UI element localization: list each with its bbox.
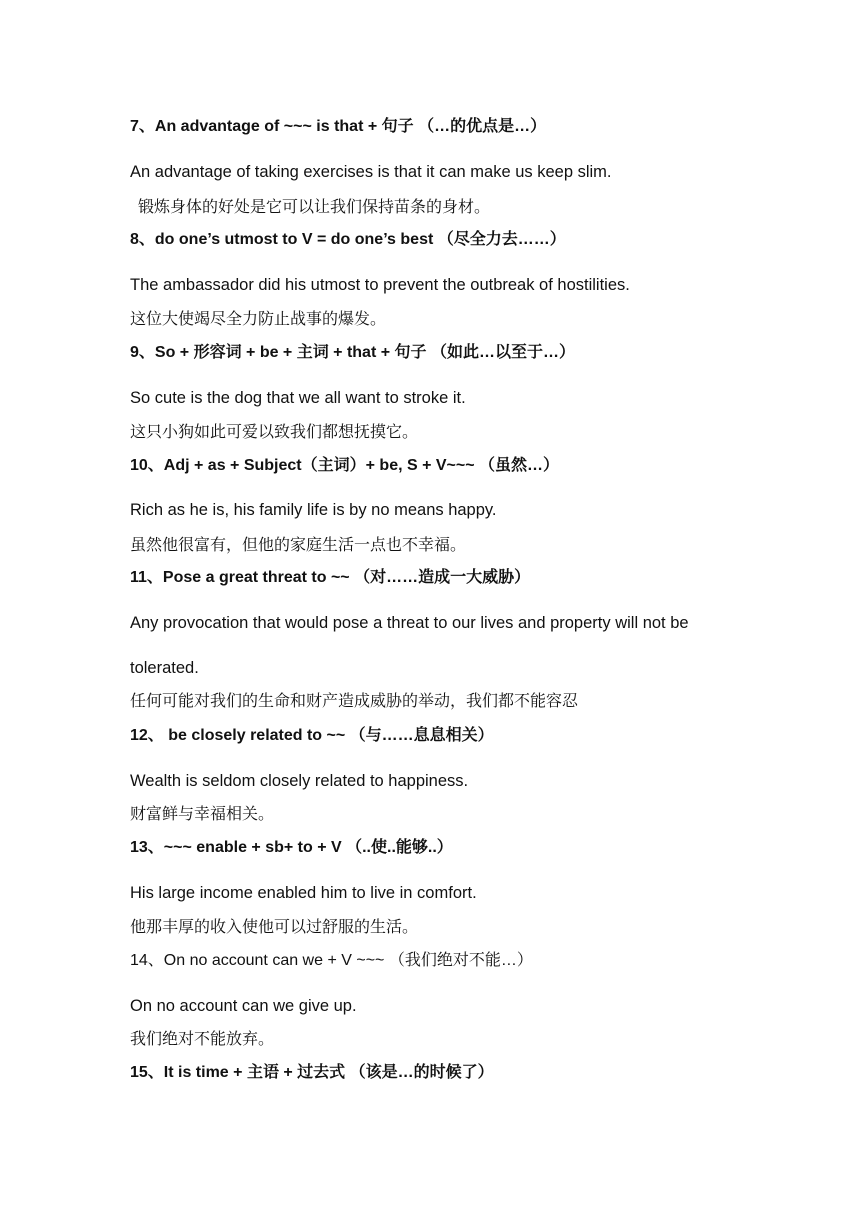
example-english-10: Rich as he is, his family life is by no means happy.	[130, 501, 497, 519]
phrase-heading-15: 15、It is time + 主语 + 过去式 （该是…的时候了）	[130, 1064, 494, 1081]
example-english-14: On no account can we give up.	[130, 997, 357, 1015]
example-english-11-continued: tolerated.	[130, 659, 199, 677]
example-english-8: The ambassador did his utmost to prevent the outbreak of hostilities.	[130, 276, 630, 294]
example-chinese-9: 这只小狗如此可爱以致我们都想抚摸它。	[130, 422, 419, 441]
example-chinese-12: 财富鲜与幸福相关。	[130, 804, 275, 823]
phrase-heading-7: 7、An advantage of ~~~ is that + 句子 （…的优点是…）	[130, 118, 547, 135]
example-english-11: Any provocation that would pose a threat to our lives and property will not be	[130, 614, 689, 632]
example-chinese-10: 虽然他很富有，但他的家庭生活一点也不幸福。	[130, 535, 467, 554]
example-chinese-13: 他那丰厚的收入使他可以过舒服的生活。	[130, 917, 419, 936]
example-english-12: Wealth is seldom closely related to happiness.	[130, 772, 469, 790]
example-chinese-8: 这位大使竭尽全力防止战事的爆发。	[130, 309, 387, 328]
phrase-heading-9: 9、So + 形容词 + be + 主词 + that + 句子 （如此…以至于…）	[130, 344, 575, 361]
example-english-13: His large income enabled him to live in comfort.	[130, 884, 477, 902]
phrase-heading-11: 11、Pose a great threat to ~~ （对……造成一大威胁）	[130, 569, 531, 586]
example-chinese-11: 任何可能对我们的生命和财产造成威胁的举动，我们都不能容忍	[130, 691, 579, 710]
phrase-heading-13: 13、~~~ enable + sb+ to + V （..使..能够..）	[130, 839, 453, 856]
example-chinese-14: 我们绝对不能放弃。	[130, 1029, 275, 1048]
phrase-heading-14: 14、On no account can we + V ~~~ （我们绝对不能…）	[130, 952, 533, 969]
phrase-heading-12: 12、 be closely related to ~~ （与……息息相关）	[130, 727, 494, 744]
example-english-9: So cute is the dog that we all want to stroke it.	[130, 389, 466, 407]
phrase-heading-8: 8、do one’s utmost to V = do one’s best （尽全力去……）	[130, 231, 566, 248]
example-chinese-7: 锻炼身体的好处是它可以让我们保持苗条的身材。	[138, 197, 491, 216]
phrase-heading-10: 10、Adj + as + Subject（主词）+ be, S + V~~~ （虽然…）	[130, 457, 560, 474]
example-english-7: An advantage of taking exercises is that it can make us keep slim.	[130, 163, 612, 181]
